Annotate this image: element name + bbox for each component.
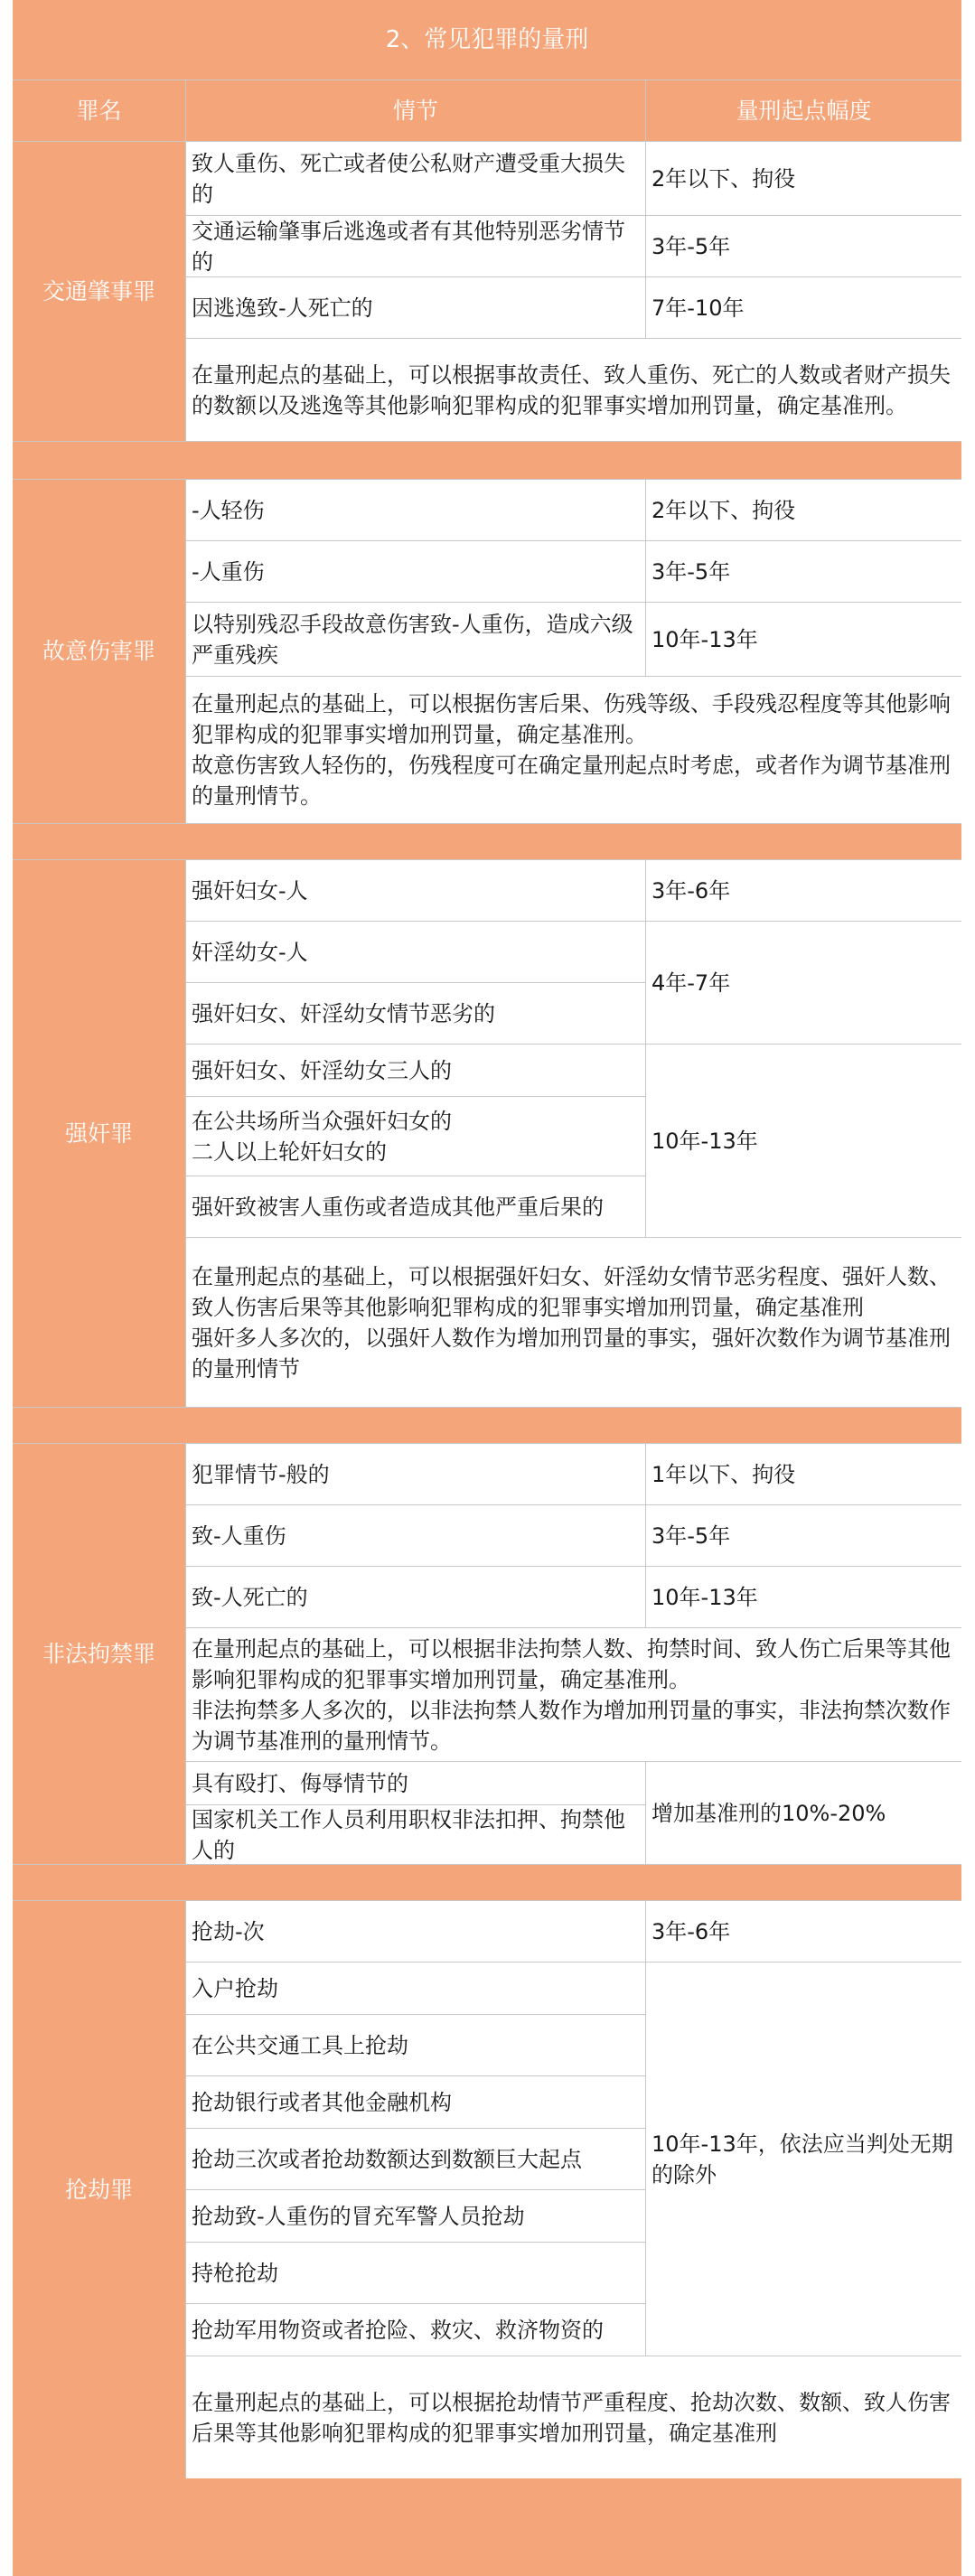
range-cell: 2年以下、拘役 (645, 479, 961, 540)
range-cell: 1年以下、拘役 (645, 1443, 961, 1504)
range-cell: 4年-7年 (645, 921, 961, 1044)
plot-cell: 抢劫-次 (185, 1900, 645, 1962)
table-title: 2、常见犯罪的量刑 (13, 0, 961, 80)
crime-name: 非法拘禁罪 (13, 1443, 185, 1864)
plot-cell: 抢劫三次或者抢劫数额达到数额巨大起点 (185, 2128, 645, 2189)
section-separator (13, 1864, 961, 1900)
plot-cell: 致人重伤、死亡或者使公私财产遭受重大损失的 (185, 141, 645, 215)
section-separator (13, 441, 961, 479)
crime-name: 抢劫罪 (13, 1900, 185, 2478)
header-crime: 罪名 (13, 80, 185, 141)
range-cell: 7年-10年 (645, 276, 961, 338)
section-separator (13, 1407, 961, 1443)
crime-name: 故意伤害罪 (13, 479, 185, 823)
note-cell: 在量刑起点的基础上，可以根据伤害后果、伤残等级、手段残忍程度等其他影响犯罪构成的犯罪事实增加刑罚量，确定基准刑。 故意伤害致人轻伤的，伤残程度可在确定量刑起点时考虑，或者作为调节基准刑的量刑情节。 (185, 676, 961, 823)
plot-cell: 因逃逸致-人死亡的 (185, 276, 645, 338)
plot-cell: 抢劫军用物资或者抢险、救灾、救济物资的 (185, 2303, 645, 2356)
header-range: 量刑起点幅度 (645, 80, 961, 141)
plot-cell: 在公共交通工具上抢劫 (185, 2014, 645, 2075)
note-cell: 在量刑起点的基础上，可以根据抢劫情节严重程度、抢劫次数、数额、致人伤害后果等其他影响犯罪构成的犯罪事实增加刑罚量，确定基准刑 (185, 2356, 961, 2478)
range-cell: 3年-6年 (645, 1900, 961, 1962)
range-cell: 10年-13年 (645, 602, 961, 676)
plot-cell: 在公共场所当众强奸妇女的 二人以上轮奸妇女的 (185, 1096, 645, 1176)
range-cell: 10年-13年 (645, 1566, 961, 1627)
plot-cell: 致-人死亡的 (185, 1566, 645, 1627)
plot-cell: 奸淫幼女-人 (185, 921, 645, 982)
crime-name: 交通肇事罪 (13, 141, 185, 441)
range-cell: 3年-5年 (645, 1504, 961, 1566)
plot-cell: 强奸致被害人重伤或者造成其他严重后果的 (185, 1176, 645, 1237)
note-cell: 在量刑起点的基础上，可以根据事故责任、致人重伤、死亡的人数或者财产损失的数额以及逃逸等其他影响犯罪构成的犯罪事实增加刑罚量，确定基准刑。 (185, 338, 961, 441)
range-cell: 3年-5年 (645, 540, 961, 602)
plot-cell: 国家机关工作人员利用职权非法扣押、拘禁他人的 (185, 1804, 645, 1864)
section-separator (13, 823, 961, 859)
plot-cell: 强奸妇女、奸淫幼女三人的 (185, 1044, 645, 1096)
plot-cell: 以特别残忍手段故意伤害致-人重伤，造成六级严重残疾 (185, 602, 645, 676)
plot-cell: 强奸妇女-人 (185, 859, 645, 921)
plot-cell: 具有殴打、侮辱情节的 (185, 1761, 645, 1804)
sentencing-table (13, 0, 961, 2576)
plot-cell: 抢劫致-人重伤的冒充军警人员抢劫 (185, 2189, 645, 2242)
range-cell: 3年-6年 (645, 859, 961, 921)
crime-name: 强奸罪 (13, 859, 185, 1407)
plot-cell: 致-人重伤 (185, 1504, 645, 1566)
plot-cell: 抢劫银行或者其他金融机构 (185, 2075, 645, 2128)
range-cell: 增加基准刑的10%-20% (645, 1761, 961, 1864)
header-plot: 情节 (185, 80, 645, 141)
range-cell: 3年-5年 (645, 215, 961, 276)
range-cell: 10年-13年，依法应当判处无期的除外 (645, 1962, 961, 2356)
plot-cell: 强奸妇女、奸淫幼女情节恶劣的 (185, 982, 645, 1044)
note-cell: 在量刑起点的基础上，可以根据强奸妇女、奸淫幼女情节恶劣程度、强奸人数、致人伤害后果等其他影响犯罪构成的犯罪事实增加刑罚量，确定基准刑 强奸多人多次的，以强奸人数作为增加刑罚量的事实，强奸次数作为调节基准刑的量刑情节 (185, 1237, 961, 1407)
plot-cell: 交通运输肇事后逃逸或者有其他特别恶劣情节的 (185, 215, 645, 276)
note-cell: 在量刑起点的基础上，可以根据非法拘禁人数、拘禁时间、致人伤亡后果等其他影响犯罪构成的犯罪事实增加刑罚量，确定基准刑。 非法拘禁多人多次的，以非法拘禁人数作为增加刑罚量的事实，非法拘禁次数作为调节基准刑的量刑情节。 (185, 1627, 961, 1761)
plot-cell: 入户抢劫 (185, 1962, 645, 2014)
range-cell: 2年以下、拘役 (645, 141, 961, 215)
plot-cell: 持枪抢劫 (185, 2242, 645, 2303)
plot-cell: -人重伤 (185, 540, 645, 602)
plot-cell: -人轻伤 (185, 479, 645, 540)
range-cell: 10年-13年 (645, 1044, 961, 1237)
plot-cell: 犯罪情节-般的 (185, 1443, 645, 1504)
